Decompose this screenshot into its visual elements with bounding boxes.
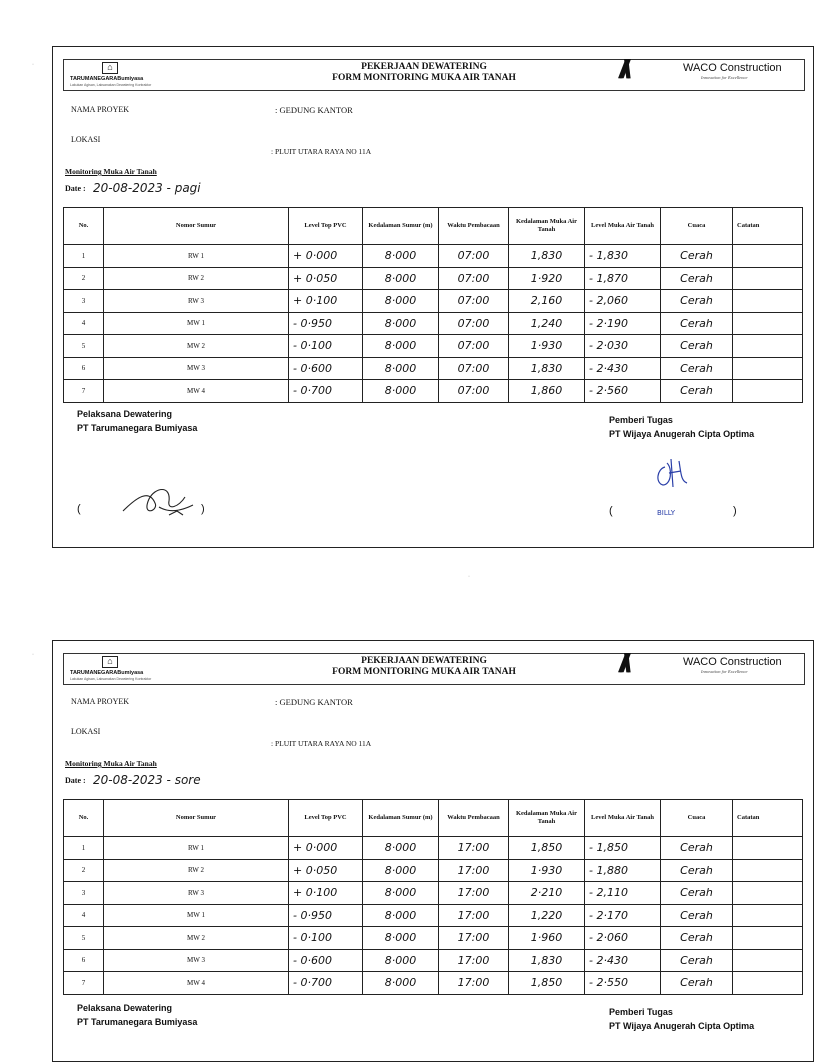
cell-waktu-pembacaan: 17:00 — [439, 927, 509, 950]
nama-proyek-label: NAMA PROYEK — [71, 105, 130, 114]
cell-cuaca: Cerah — [661, 904, 733, 927]
cell-waktu-pembacaan: 07:00 — [439, 312, 509, 335]
monitoring-table — [63, 799, 803, 995]
tarumanegara-name: TARUMANEGARABumiyasa — [70, 670, 144, 676]
signer-right-name: BILLY — [657, 509, 676, 517]
cell-kedalaman-sumur: 8·000 — [363, 267, 439, 290]
cell-waktu-pembacaan: 07:00 — [439, 267, 509, 290]
cell-catatan — [733, 380, 803, 403]
waco-tagline: Innovation for Excellence — [701, 75, 748, 80]
tarumanegara-sub: Lakukan Agisan, Laksanakan Dewatering Kontraktor — [70, 83, 152, 87]
cell-waktu-pembacaan: 17:00 — [439, 882, 509, 905]
cell-nomor-sumur: RW 2 — [104, 267, 289, 290]
col-catatan: Catatan — [733, 800, 803, 837]
cell-catatan — [733, 882, 803, 905]
cell-cuaca: Cerah — [661, 245, 733, 268]
cell-kedalaman-mat: 1,220 — [509, 904, 585, 927]
cell-nomor-sumur: RW 2 — [104, 859, 289, 882]
cell-level-mat: - 1,830 — [585, 245, 661, 268]
signer-left-company: PT Tarumanegara Bumiyasa — [77, 423, 198, 433]
cell-kedalaman-sumur: 8·000 — [363, 335, 439, 358]
cell-nomor-sumur: MW 3 — [104, 357, 289, 380]
cell-no: 4 — [64, 312, 104, 335]
project-location: : PLUIT UTARA RAYA NO 11A — [271, 739, 372, 748]
cell-level-mat: - 2·060 — [585, 927, 661, 950]
cell-catatan — [733, 245, 803, 268]
col-cuaca: Cuaca — [661, 800, 733, 837]
table-row — [64, 380, 803, 403]
table-row — [64, 927, 803, 950]
date-label: Date : — [65, 184, 86, 193]
lokasi-label: LOKASI — [71, 727, 101, 736]
cell-level-top-pvc: - 0·600 — [289, 357, 363, 380]
title-line-1: PEKERJAAN DEWATERING — [361, 62, 487, 72]
cell-kedalaman-mat: 2·210 — [509, 882, 585, 905]
scan-speck: · — [32, 652, 34, 658]
col-kedalaman-mat: Kedalaman Muka Air Tanah — [509, 800, 585, 837]
cell-nomor-sumur: RW 3 — [104, 290, 289, 313]
cell-level-top-pvc: - 0·600 — [289, 949, 363, 972]
cell-catatan — [733, 837, 803, 860]
cell-level-top-pvc: + 0·050 — [289, 859, 363, 882]
signer-right-company: PT Wijaya Anugerah Cipta Optima — [609, 1021, 755, 1031]
tarumanegara-name: TARUMANEGARABumiyasa — [70, 76, 144, 82]
cell-level-mat: - 2·560 — [585, 380, 661, 403]
cell-level-mat: - 2·190 — [585, 312, 661, 335]
cell-waktu-pembacaan: 17:00 — [439, 837, 509, 860]
cell-level-mat: - 2·550 — [585, 972, 661, 995]
form-title — [294, 656, 554, 678]
col-kedalaman-mat: Kedalaman Muka Air Tanah — [509, 208, 585, 245]
cell-catatan — [733, 972, 803, 995]
cell-waktu-pembacaan: 07:00 — [439, 335, 509, 358]
cell-catatan — [733, 267, 803, 290]
cell-level-mat: - 1,850 — [585, 837, 661, 860]
table-header-row — [64, 800, 803, 837]
col-nomor-sumur: Nomor Sumur — [104, 208, 289, 245]
cell-no: 3 — [64, 290, 104, 313]
signer-left — [77, 407, 197, 435]
cell-nomor-sumur: MW 1 — [104, 904, 289, 927]
table-row — [64, 859, 803, 882]
cell-cuaca: Cerah — [661, 312, 733, 335]
cell-waktu-pembacaan: 17:00 — [439, 859, 509, 882]
cell-kedalaman-sumur: 8·000 — [363, 927, 439, 950]
signature-left — [119, 477, 199, 523]
signer-right-company: PT Wijaya Anugerah Cipta Optima — [609, 429, 755, 439]
cell-nomor-sumur: RW 1 — [104, 837, 289, 860]
col-kedalaman-sumur: Kedalaman Sumur (m) — [363, 800, 439, 837]
cell-kedalaman-sumur: 8·000 — [363, 380, 439, 403]
cell-kedalaman-mat: 1,860 — [509, 380, 585, 403]
cell-waktu-pembacaan: 07:00 — [439, 245, 509, 268]
tarumanegara-sub: Lakukan Agisan, Laksanakan Dewatering Kontraktor — [70, 677, 152, 681]
cell-level-mat: - 2·430 — [585, 949, 661, 972]
monitoring-form-morning — [52, 46, 814, 548]
signer-left — [77, 1001, 197, 1029]
cell-cuaca: Cerah — [661, 949, 733, 972]
table-row — [64, 335, 803, 358]
waco-logo — [619, 648, 819, 684]
signature-right — [651, 451, 693, 493]
cell-kedalaman-sumur: 8·000 — [363, 245, 439, 268]
cell-no: 2 — [64, 859, 104, 882]
col-kedalaman-sumur: Kedalaman Sumur (m) — [363, 208, 439, 245]
cell-waktu-pembacaan: 17:00 — [439, 949, 509, 972]
cell-kedalaman-mat: 1,830 — [509, 245, 585, 268]
cell-level-top-pvc: - 0·100 — [289, 927, 363, 950]
signer-right — [609, 1005, 754, 1033]
cell-catatan — [733, 312, 803, 335]
date-label: Date : — [65, 776, 86, 785]
cell-catatan — [733, 949, 803, 972]
cell-nomor-sumur: MW 3 — [104, 949, 289, 972]
cell-kedalaman-sumur: 8·000 — [363, 882, 439, 905]
cell-cuaca: Cerah — [661, 335, 733, 358]
cell-no: 1 — [64, 245, 104, 268]
cell-level-top-pvc: + 0·100 — [289, 290, 363, 313]
project-name: : GEDUNG KANTOR — [275, 697, 353, 707]
col-level-mat: Level Muka Air Tanah — [585, 208, 661, 245]
cell-kedalaman-sumur: 8·000 — [363, 837, 439, 860]
cell-kedalaman-mat: 1,850 — [509, 972, 585, 995]
signer-right — [609, 413, 754, 441]
cell-nomor-sumur: RW 1 — [104, 245, 289, 268]
cell-level-mat: - 2,110 — [585, 882, 661, 905]
col-waktu-pembacaan: Waktu Pembacaan — [439, 208, 509, 245]
cell-cuaca: Cerah — [661, 267, 733, 290]
cell-no: 2 — [64, 267, 104, 290]
waco-name: WACO Construction — [683, 656, 782, 668]
cell-cuaca: Cerah — [661, 380, 733, 403]
waco-name: WACO Construction — [683, 62, 782, 74]
col-no: No. — [64, 800, 104, 837]
cell-no: 3 — [64, 882, 104, 905]
cell-no: 6 — [64, 357, 104, 380]
date-value: 20-08-2023 - pagi — [93, 181, 201, 195]
col-level-mat: Level Muka Air Tanah — [585, 800, 661, 837]
table-row — [64, 904, 803, 927]
table-header-row — [64, 208, 803, 245]
col-waktu-pembacaan: Waktu Pembacaan — [439, 800, 509, 837]
lokasi-label: LOKASI — [71, 135, 101, 144]
cell-level-mat: - 2·030 — [585, 335, 661, 358]
cell-no: 5 — [64, 927, 104, 950]
scan-speck: · — [32, 62, 34, 68]
table-body — [64, 245, 803, 403]
table-row — [64, 312, 803, 335]
cell-nomor-sumur: MW 2 — [104, 335, 289, 358]
cell-level-mat: - 1,870 — [585, 267, 661, 290]
form-title — [294, 62, 554, 84]
monitoring-table — [63, 207, 803, 403]
col-level-top-pvc: Level Top PVC — [289, 208, 363, 245]
cell-level-top-pvc: + 0·000 — [289, 837, 363, 860]
paren-right-open: ( — [609, 505, 613, 517]
cell-level-top-pvc: + 0·050 — [289, 267, 363, 290]
table-body — [64, 837, 803, 995]
cell-cuaca: Cerah — [661, 357, 733, 380]
col-cuaca: Cuaca — [661, 208, 733, 245]
waco-tagline: Innovation for Excellence — [701, 669, 748, 674]
title-line-2: FORM MONITORING MUKA AIR TANAH — [332, 667, 516, 677]
cell-no: 1 — [64, 837, 104, 860]
cell-waktu-pembacaan: 07:00 — [439, 290, 509, 313]
signer-left-company: PT Tarumanegara Bumiyasa — [77, 1017, 198, 1027]
table-row — [64, 290, 803, 313]
table-row — [64, 882, 803, 905]
cell-nomor-sumur: MW 4 — [104, 380, 289, 403]
cell-kedalaman-mat: 1,830 — [509, 357, 585, 380]
cell-cuaca: Cerah — [661, 972, 733, 995]
cell-no: 6 — [64, 949, 104, 972]
cell-cuaca: Cerah — [661, 882, 733, 905]
cell-catatan — [733, 904, 803, 927]
cell-nomor-sumur: MW 1 — [104, 312, 289, 335]
cell-kedalaman-sumur: 8·000 — [363, 972, 439, 995]
cell-kedalaman-mat: 1,830 — [509, 949, 585, 972]
cell-cuaca: Cerah — [661, 837, 733, 860]
cell-nomor-sumur: RW 3 — [104, 882, 289, 905]
cell-kedalaman-mat: 1,240 — [509, 312, 585, 335]
cell-catatan — [733, 859, 803, 882]
monitoring-heading: Monitoring Muka Air Tanah — [65, 759, 157, 768]
cell-level-top-pvc: - 0·700 — [289, 972, 363, 995]
cell-kedalaman-mat: 1,850 — [509, 837, 585, 860]
cell-no: 7 — [64, 380, 104, 403]
cell-kedalaman-sumur: 8·000 — [363, 949, 439, 972]
cell-kedalaman-sumur: 8·000 — [363, 290, 439, 313]
cell-kedalaman-mat: 1·930 — [509, 335, 585, 358]
nama-proyek-label: NAMA PROYEK — [71, 697, 130, 706]
cell-level-mat: - 2·430 — [585, 357, 661, 380]
title-line-1: PEKERJAAN DEWATERING — [361, 656, 487, 666]
title-line-2: FORM MONITORING MUKA AIR TANAH — [332, 73, 516, 83]
waco-mark-icon: ///\\ — [619, 648, 626, 678]
cell-waktu-pembacaan: 17:00 — [439, 904, 509, 927]
tarumanegara-logo-icon: ⌂ — [102, 62, 118, 74]
cell-no: 4 — [64, 904, 104, 927]
cell-level-top-pvc: + 0·000 — [289, 245, 363, 268]
cell-kedalaman-sumur: 8·000 — [363, 312, 439, 335]
cell-cuaca: Cerah — [661, 290, 733, 313]
table-row — [64, 267, 803, 290]
table-row — [64, 949, 803, 972]
signer-right-role: Pemberi Tugas — [609, 1007, 673, 1017]
date-value: 20-08-2023 - sore — [93, 773, 201, 787]
table-row — [64, 837, 803, 860]
cell-kedalaman-sumur: 8·000 — [363, 357, 439, 380]
tarumanegara-logo — [70, 62, 150, 88]
monitoring-heading: Monitoring Muka Air Tanah — [65, 167, 157, 176]
table-row — [64, 972, 803, 995]
cell-level-top-pvc: + 0·100 — [289, 882, 363, 905]
signer-right-role: Pemberi Tugas — [609, 415, 673, 425]
cell-catatan — [733, 927, 803, 950]
monitoring-form-evening — [52, 640, 814, 1062]
cell-waktu-pembacaan: 07:00 — [439, 380, 509, 403]
cell-level-mat: - 2,060 — [585, 290, 661, 313]
col-level-top-pvc: Level Top PVC — [289, 800, 363, 837]
cell-cuaca: Cerah — [661, 927, 733, 950]
project-name: : GEDUNG KANTOR — [275, 105, 353, 115]
paren-right-close: ) — [733, 505, 737, 517]
tarumanegara-logo — [70, 656, 150, 682]
cell-level-mat: - 2·170 — [585, 904, 661, 927]
col-nomor-sumur: Nomor Sumur — [104, 800, 289, 837]
table-row — [64, 245, 803, 268]
cell-kedalaman-mat: 1·960 — [509, 927, 585, 950]
waco-logo — [619, 54, 819, 90]
cell-level-top-pvc: - 0·100 — [289, 335, 363, 358]
cell-catatan — [733, 335, 803, 358]
cell-no: 5 — [64, 335, 104, 358]
cell-catatan — [733, 290, 803, 313]
form-header — [63, 648, 805, 685]
form-header — [63, 54, 805, 91]
cell-catatan — [733, 357, 803, 380]
signer-left-role: Pelaksana Dewatering — [77, 1003, 173, 1013]
cell-cuaca: Cerah — [661, 859, 733, 882]
cell-level-top-pvc: - 0·700 — [289, 380, 363, 403]
col-catatan: Catatan — [733, 208, 803, 245]
paren-left-close: ) — [201, 503, 205, 515]
cell-nomor-sumur: MW 2 — [104, 927, 289, 950]
cell-waktu-pembacaan: 07:00 — [439, 357, 509, 380]
cell-level-mat: - 1,880 — [585, 859, 661, 882]
project-location: : PLUIT UTARA RAYA NO 11A — [271, 147, 372, 156]
cell-level-top-pvc: - 0·950 — [289, 904, 363, 927]
cell-no: 7 — [64, 972, 104, 995]
cell-nomor-sumur: MW 4 — [104, 972, 289, 995]
cell-kedalaman-mat: 1·930 — [509, 859, 585, 882]
waco-mark-icon: ///\\ — [619, 54, 626, 84]
cell-kedalaman-sumur: 8·000 — [363, 859, 439, 882]
cell-kedalaman-mat: 2,160 — [509, 290, 585, 313]
table-row — [64, 357, 803, 380]
cell-kedalaman-mat: 1·920 — [509, 267, 585, 290]
signer-left-role: Pelaksana Dewatering — [77, 409, 173, 419]
cell-kedalaman-sumur: 8·000 — [363, 904, 439, 927]
scan-speck: · — [468, 574, 470, 580]
cell-waktu-pembacaan: 17:00 — [439, 972, 509, 995]
paren-left-open: ( — [77, 503, 81, 515]
col-no: No. — [64, 208, 104, 245]
tarumanegara-logo-icon: ⌂ — [102, 656, 118, 668]
cell-level-top-pvc: - 0·950 — [289, 312, 363, 335]
